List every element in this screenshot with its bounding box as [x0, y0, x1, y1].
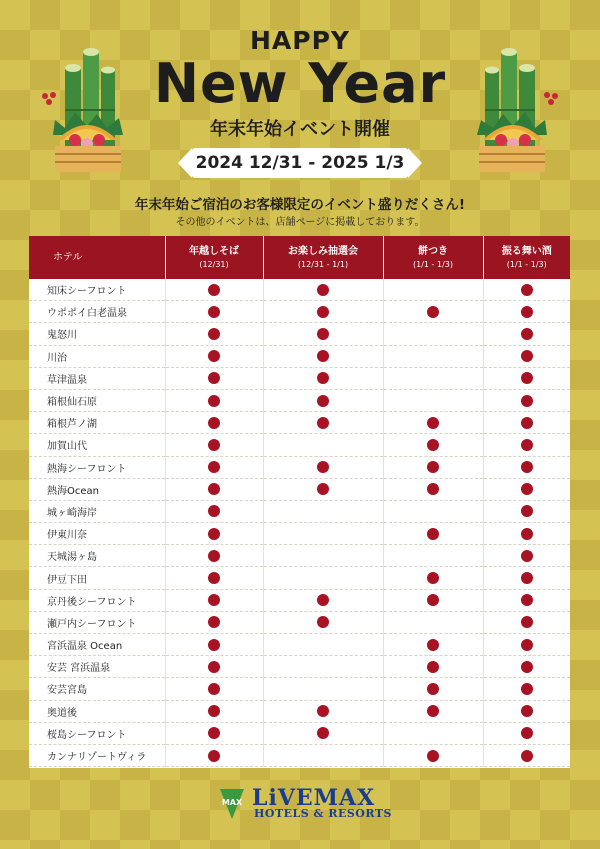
event-dot-icon: [427, 661, 439, 673]
livemax-logo: [218, 785, 392, 825]
event-cell: [483, 634, 570, 656]
event-dot-icon: [427, 483, 439, 495]
event-cell: [383, 589, 483, 611]
event-dot-icon: [317, 417, 329, 429]
event-cell: [483, 345, 570, 367]
event-cell: [263, 345, 383, 367]
event-cell: [263, 500, 383, 522]
event-cell: [483, 279, 570, 301]
event-dot-icon: [427, 306, 439, 318]
hotel-name: 京丹後シーフロント: [29, 589, 165, 611]
svg-text:MAX: MAX: [221, 798, 243, 807]
event-cell: [263, 523, 383, 545]
hotel-name: カンナリゾートヴィラ: [29, 744, 165, 766]
hotel-name: 箱根芦ノ湖: [29, 412, 165, 434]
event-cell: [263, 722, 383, 744]
event-cell: [483, 545, 570, 567]
event-cell: [165, 700, 263, 722]
column-header-sake: 振る舞い酒 (1/1 - 1/3): [483, 236, 570, 279]
event-cell: [383, 301, 483, 323]
table-row: [29, 700, 570, 722]
event-cell: [383, 367, 483, 389]
table-row: [29, 323, 570, 345]
event-dot-icon: [427, 750, 439, 762]
column-header-lottery: お楽しみ抽選会 (12/31 - 1/1): [263, 236, 383, 279]
event-dot-icon: [208, 616, 220, 628]
event-cell: [483, 567, 570, 589]
event-cell: [165, 523, 263, 545]
event-dot-icon: [521, 550, 533, 562]
event-cell: [165, 301, 263, 323]
column-header-mochitsuki: 餅つき (1/1 - 1/3): [383, 236, 483, 279]
event-cell: [383, 279, 483, 301]
event-dot-icon: [521, 284, 533, 296]
event-cell: [383, 567, 483, 589]
event-dot-icon: [208, 395, 220, 407]
hotel-name: 瀬戸内シーフロント: [29, 611, 165, 633]
hotel-name: 伊豆下田: [29, 567, 165, 589]
event-dot-icon: [317, 328, 329, 340]
event-dot-icon: [521, 439, 533, 451]
event-cell: [383, 678, 483, 700]
hotel-name: 伊東川奈: [29, 523, 165, 545]
event-cell: [263, 744, 383, 766]
event-cell: [483, 412, 570, 434]
event-cell: [383, 611, 483, 633]
event-cell: [165, 345, 263, 367]
table-row: [29, 634, 570, 656]
event-dot-icon: [208, 328, 220, 340]
event-cell: [483, 434, 570, 456]
event-cell: [483, 500, 570, 522]
table-row: [29, 678, 570, 700]
event-cell: [383, 389, 483, 411]
event-dot-icon: [317, 350, 329, 362]
event-cell: [383, 700, 483, 722]
event-cell: [383, 345, 483, 367]
event-dot-icon: [521, 395, 533, 407]
hotel-name: 安芸宮島: [29, 678, 165, 700]
event-cell: [263, 545, 383, 567]
event-dot-icon: [521, 350, 533, 362]
event-cell: [483, 478, 570, 500]
event-dot-icon: [208, 528, 220, 540]
event-dot-icon: [208, 284, 220, 296]
event-dot-icon: [208, 461, 220, 473]
event-cell: [165, 279, 263, 301]
event-cell: [263, 656, 383, 678]
table-header-row: [29, 236, 570, 279]
table-row: [29, 722, 570, 744]
event-dot-icon: [317, 616, 329, 628]
event-dot-icon: [208, 661, 220, 673]
event-cell: [383, 523, 483, 545]
event-cell: [165, 545, 263, 567]
table-row: [29, 611, 570, 633]
event-cell: [383, 434, 483, 456]
event-dot-icon: [208, 483, 220, 495]
event-cell: [165, 656, 263, 678]
event-cell: [263, 611, 383, 633]
event-cell: [483, 389, 570, 411]
event-dot-icon: [521, 616, 533, 628]
event-dot-icon: [317, 284, 329, 296]
event-dot-icon: [317, 727, 329, 739]
tagline: 年末年始ご宿泊のお客様限定のイベント盛りだくさん!: [134, 197, 466, 213]
event-cell: [165, 634, 263, 656]
event-dot-icon: [317, 483, 329, 495]
table-row: [29, 456, 570, 478]
event-dot-icon: [208, 750, 220, 762]
event-cell: [383, 500, 483, 522]
event-dot-icon: [521, 461, 533, 473]
event-dot-icon: [521, 505, 533, 517]
hotel-name: 宮浜温泉 Ocean: [29, 634, 165, 656]
hotel-name: 熱海シーフロント: [29, 456, 165, 478]
event-cell: [383, 456, 483, 478]
table-row: [29, 545, 570, 567]
event-dot-icon: [208, 306, 220, 318]
event-cell: [165, 678, 263, 700]
table-row: [29, 589, 570, 611]
event-cell: [263, 634, 383, 656]
event-cell: [165, 567, 263, 589]
hotel-name: 城ヶ崎海岸: [29, 500, 165, 522]
table-row: [29, 500, 570, 522]
table-row: [29, 389, 570, 411]
event-dot-icon: [521, 328, 533, 340]
event-dot-icon: [208, 550, 220, 562]
event-cell: [483, 744, 570, 766]
event-dot-icon: [521, 372, 533, 384]
event-cell: [483, 301, 570, 323]
table-body: [29, 279, 570, 767]
hotel-name: 熱海Ocean: [29, 478, 165, 500]
hotel-name: 桜島シーフロント: [29, 722, 165, 744]
table-row: [29, 367, 570, 389]
table-row: [29, 345, 570, 367]
event-cell: [165, 389, 263, 411]
event-dot-icon: [208, 505, 220, 517]
event-dot-icon: [521, 750, 533, 762]
event-dot-icon: [521, 727, 533, 739]
table-row: [29, 567, 570, 589]
event-dot-icon: [521, 639, 533, 651]
event-dot-icon: [521, 572, 533, 584]
event-cell: [383, 545, 483, 567]
event-dot-icon: [427, 439, 439, 451]
table-row: [29, 434, 570, 456]
event-dot-icon: [521, 661, 533, 673]
event-dot-icon: [521, 306, 533, 318]
event-table-panel: [29, 236, 570, 768]
hotel-name: 知床シーフロント: [29, 279, 165, 301]
event-dot-icon: [208, 417, 220, 429]
event-cell: [383, 634, 483, 656]
event-cell: [263, 301, 383, 323]
event-dot-icon: [317, 372, 329, 384]
event-dot-icon: [427, 705, 439, 717]
event-cell: [263, 700, 383, 722]
event-cell: [383, 722, 483, 744]
event-cell: [165, 412, 263, 434]
event-cell: [263, 367, 383, 389]
event-cell: [263, 678, 383, 700]
happy-heading: HAPPY: [249, 26, 351, 55]
event-subtitle: 年末年始イベント開催: [210, 119, 390, 140]
event-cell: [263, 323, 383, 345]
event-dot-icon: [427, 683, 439, 695]
event-dot-icon: [427, 528, 439, 540]
event-dot-icon: [208, 639, 220, 651]
hotel-name: 鬼怒川: [29, 323, 165, 345]
table-row: [29, 523, 570, 545]
event-cell: [383, 744, 483, 766]
logo-name: LiVEMAX: [252, 785, 376, 811]
event-cell: [165, 478, 263, 500]
column-header-soba: 年越しそば (12/31): [165, 236, 263, 279]
event-cell: [263, 279, 383, 301]
event-cell: [263, 589, 383, 611]
event-cell: [483, 367, 570, 389]
logo-tagline: HOTELS & RESORTS: [254, 807, 392, 820]
event-cell: [263, 434, 383, 456]
hotel-name: 草津温泉: [29, 367, 165, 389]
event-cell: [483, 656, 570, 678]
event-dot-icon: [208, 372, 220, 384]
event-cell: [483, 611, 570, 633]
livemax-mark-icon: [218, 785, 246, 821]
event-cell: [383, 656, 483, 678]
hotel-name: 加賀山代: [29, 434, 165, 456]
event-dot-icon: [521, 528, 533, 540]
event-cell: [483, 722, 570, 744]
table-row: [29, 279, 570, 301]
event-cell: [263, 456, 383, 478]
event-cell: [263, 567, 383, 589]
event-dot-icon: [208, 705, 220, 717]
event-cell: [263, 478, 383, 500]
table-row: [29, 744, 570, 766]
event-dot-icon: [208, 594, 220, 606]
event-cell: [263, 412, 383, 434]
event-dot-icon: [208, 727, 220, 739]
event-dot-icon: [521, 683, 533, 695]
table-row: [29, 478, 570, 500]
event-cell: [483, 456, 570, 478]
event-dot-icon: [427, 461, 439, 473]
hotel-name: 天城湯ヶ島: [29, 545, 165, 567]
event-cell: [165, 611, 263, 633]
event-dot-icon: [521, 705, 533, 717]
event-cell: [165, 323, 263, 345]
event-cell: [483, 700, 570, 722]
event-dot-icon: [317, 594, 329, 606]
event-dot-icon: [317, 705, 329, 717]
hotel-name: ウポポイ白老温泉: [29, 301, 165, 323]
event-dot-icon: [317, 306, 329, 318]
event-dot-icon: [427, 594, 439, 606]
note-text: その他のイベントは、店舗ページに掲載しております。: [175, 217, 425, 228]
event-dot-icon: [208, 572, 220, 584]
event-cell: [165, 500, 263, 522]
event-dot-icon: [317, 461, 329, 473]
table-row: [29, 656, 570, 678]
new-year-heading: New Year: [153, 52, 447, 115]
event-table: [29, 236, 570, 767]
event-cell: [383, 478, 483, 500]
event-cell: [483, 589, 570, 611]
event-dot-icon: [521, 594, 533, 606]
hotel-name: 箱根仙石原: [29, 389, 165, 411]
event-dot-icon: [208, 350, 220, 362]
event-cell: [263, 389, 383, 411]
event-dot-icon: [521, 483, 533, 495]
event-cell: [165, 744, 263, 766]
event-cell: [383, 412, 483, 434]
event-dot-icon: [208, 683, 220, 695]
table-row: [29, 301, 570, 323]
event-cell: [483, 678, 570, 700]
event-cell: [483, 523, 570, 545]
event-dot-icon: [427, 572, 439, 584]
event-dot-icon: [317, 395, 329, 407]
event-cell: [165, 456, 263, 478]
event-cell: [383, 323, 483, 345]
hotel-name: 安芸 宮浜温泉: [29, 656, 165, 678]
event-dot-icon: [427, 639, 439, 651]
hotel-name: 川治: [29, 345, 165, 367]
event-dot-icon: [521, 417, 533, 429]
event-cell: [165, 722, 263, 744]
event-cell: [165, 367, 263, 389]
table-row: [29, 412, 570, 434]
date-range-banner: 2024 12/31 - 2025 1/3: [192, 148, 408, 178]
event-dot-icon: [427, 417, 439, 429]
event-dot-icon: [208, 439, 220, 451]
column-header-hotel: ホテル: [29, 236, 165, 279]
event-cell: [483, 323, 570, 345]
event-cell: [165, 589, 263, 611]
hotel-name: 奥道後: [29, 700, 165, 722]
event-cell: [165, 434, 263, 456]
